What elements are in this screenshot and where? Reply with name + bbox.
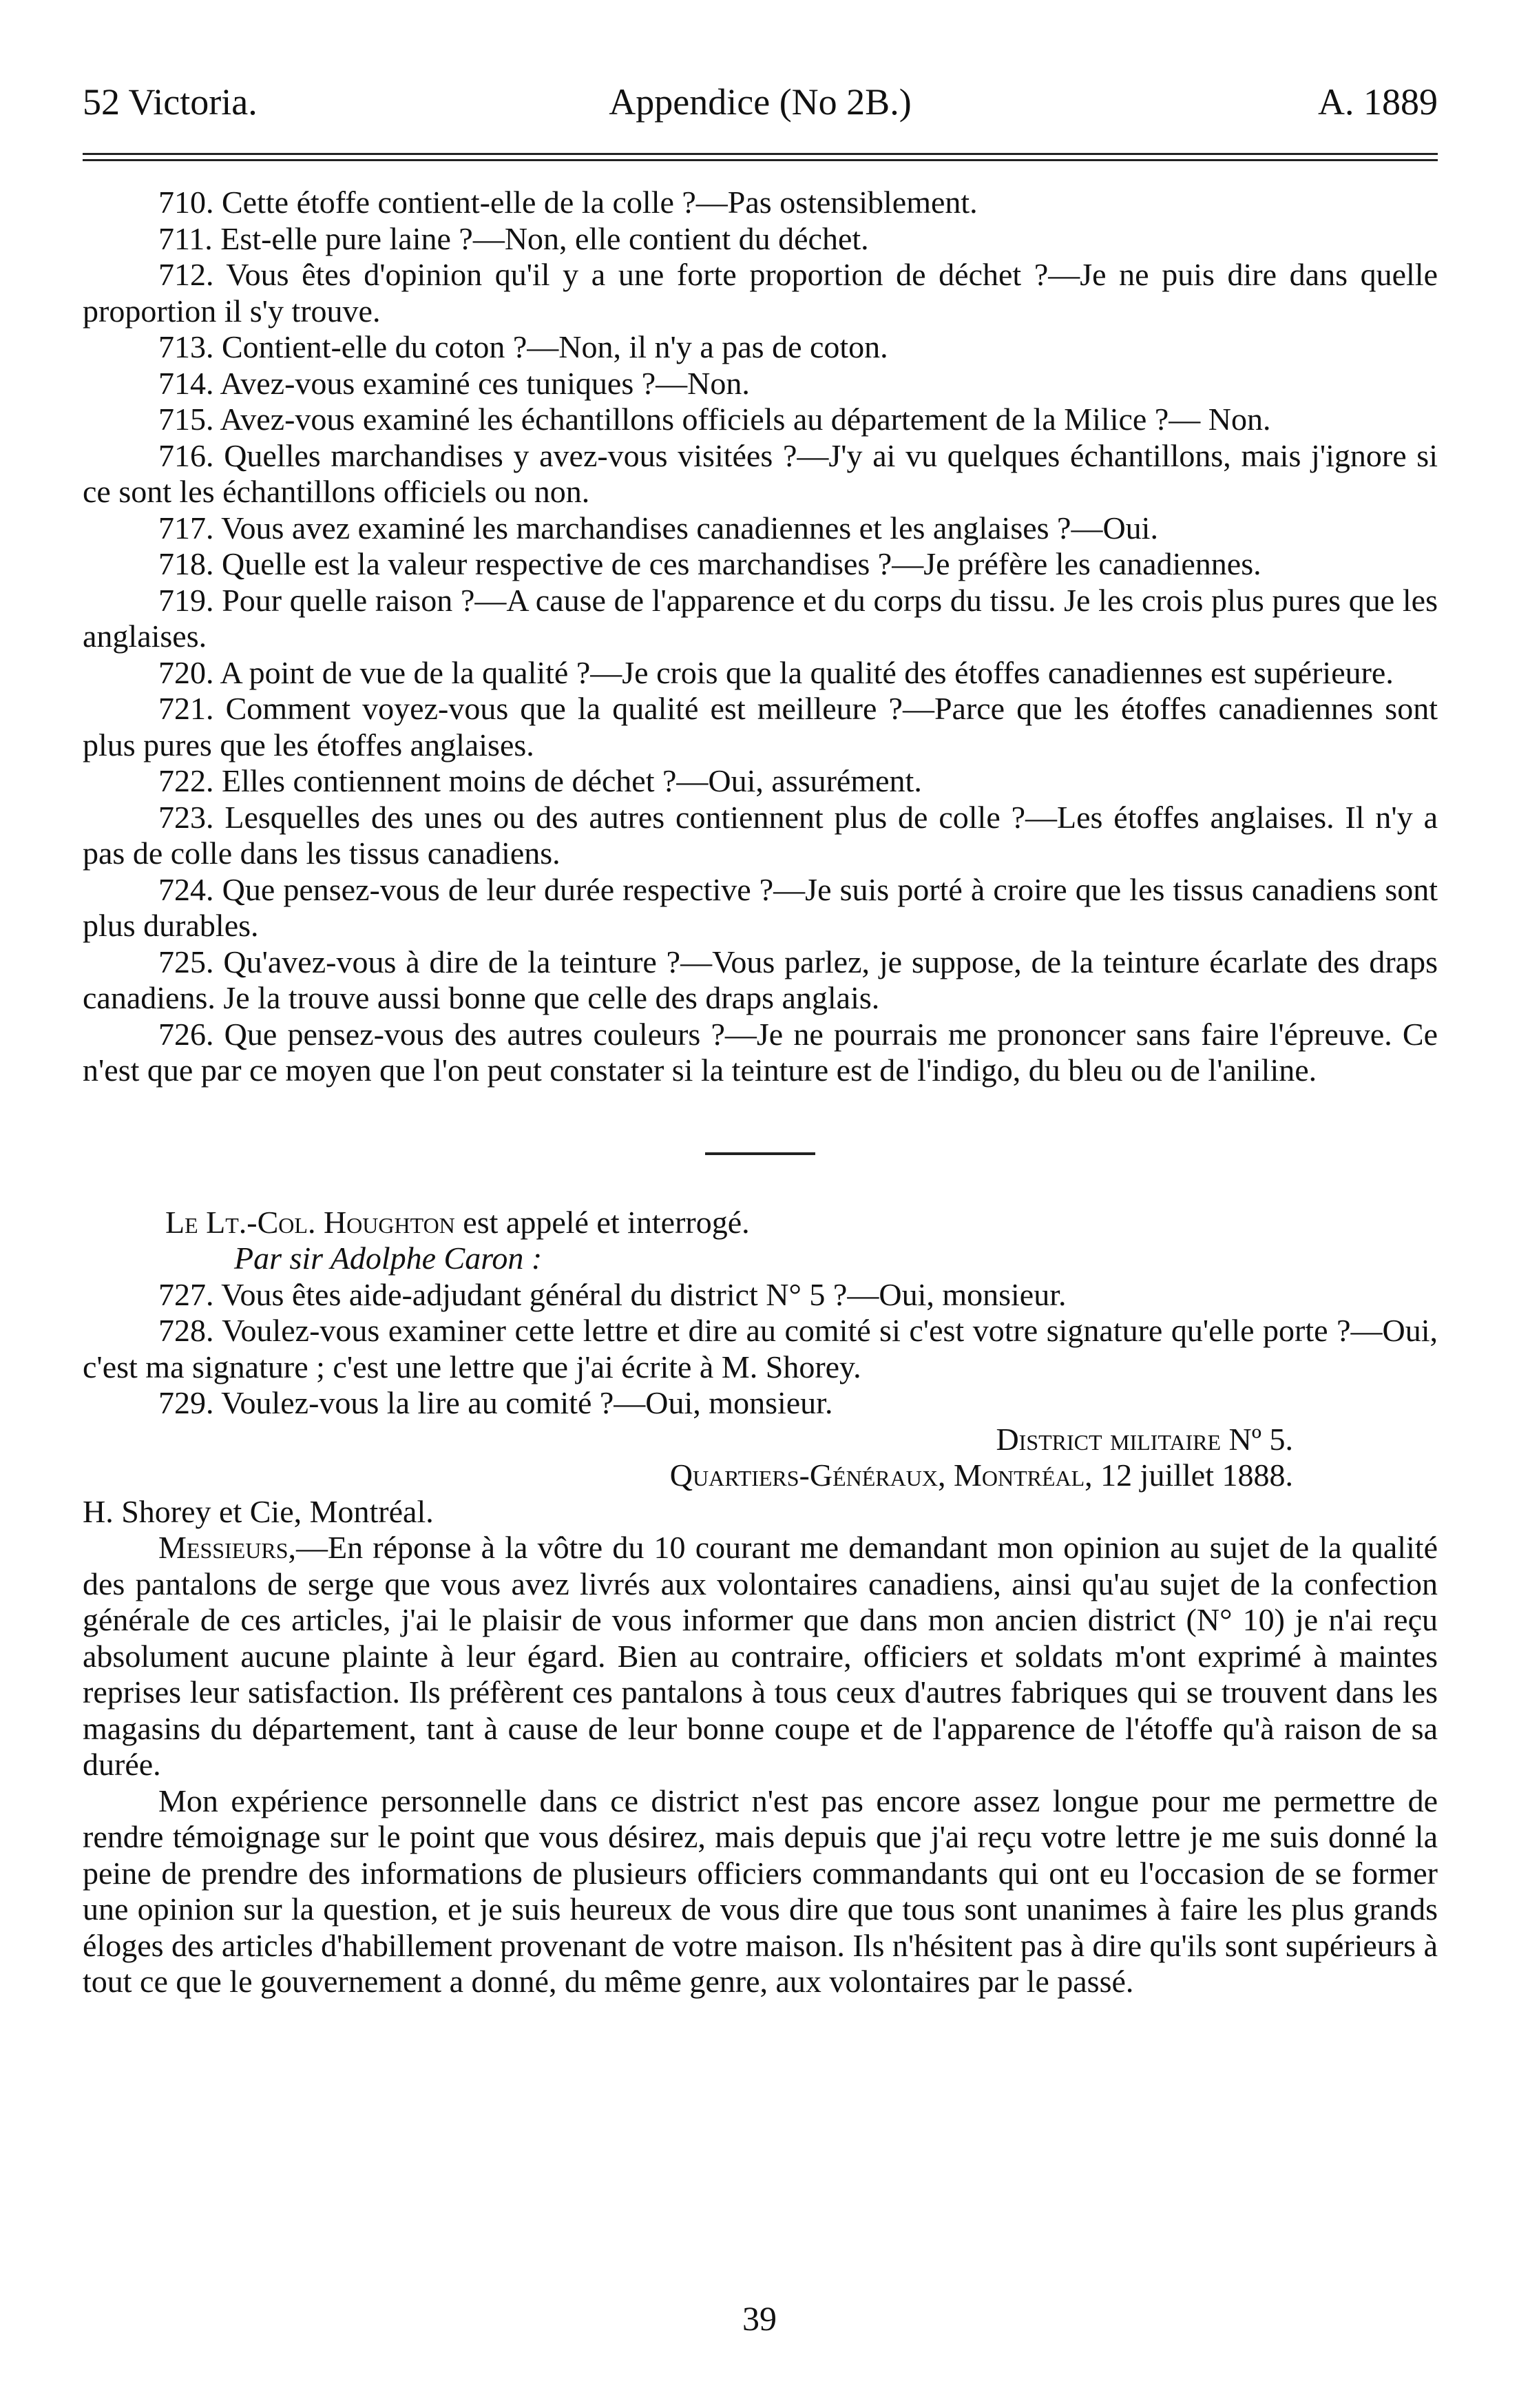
letter-paragraph-2: Mon expérience personnelle dans ce district n'est pas encore assez longue pour me permettre de rendre témoignage sur le point que vous désirez, mais depuis que j'ai reçu votre lettre je me suis donné la peine de prendre des informations de plusieurs officiers commandants qui ont eu l'occasion de se former une opinion sur la question, et je suis heureux de vous dire que tous sont unanimes à faire les plus grands éloges des articles d'habillement provenant de votre maison. Ils n'hésitent pas à dire qu'ils sont supérieurs à tout ce que le gouvernement a donné, du même genre, aux volontaires par le passé. [83, 1783, 1438, 1999]
running-header [83, 74, 1438, 129]
header-rule-top [83, 153, 1438, 155]
qa-720: 720. A point de vue de la qualité ?—Je crois que la qualité des étoffes canadiennes est supérieure. [158, 654, 1394, 690]
letter-headquarters [83, 1457, 1438, 1494]
letter-hq-label: Quartiers-Généraux, Montréal, [669, 1457, 1093, 1493]
qa-712: 712. Vous êtes d'opinion qu'il y a une forte proportion de déchet ?—Je ne puis dire dans quelle proportion il s'y trouve. [83, 257, 1438, 329]
header-center: Appendice (No 2B.) [609, 81, 912, 123]
page-number: 39 [742, 2299, 777, 2338]
letter-date: 12 juillet 1888. [1092, 1457, 1293, 1493]
examiner-byline: Par sir Adolphe Caron : [234, 1241, 543, 1276]
qa-729: 729. Voulez-vous la lire au comité ?—Oui, monsieur. [158, 1385, 833, 1420]
qa-710: 710. Cette étoffe contient-elle de la colle ?—Pas ostensiblement. [158, 185, 978, 220]
qa-721: 721. Comment voyez-vous que la qualité est meilleure ?—Parce que les étoffes canadiennes sont plus pures que les étoffes anglaises. [83, 691, 1438, 762]
header-right: A. 1889 [1318, 81, 1438, 123]
qa-719: 719. Pour quelle raison ?—A cause de l'apparence et du corps du tissu. Je les crois plus pures que les anglaises. [83, 582, 1438, 654]
letter-addressee: H. Shorey et Cie, Montréal. [83, 1493, 434, 1529]
letter-salutation: Messieurs, [158, 1530, 296, 1565]
qa-728: 728. Voulez-vous examiner cette lettre et dire au comité si c'est votre signature qu'elle porte ?—Oui, c'est ma signature ; c'est une lettre que j'ai écrite à M. Shorey. [83, 1313, 1438, 1384]
qa-727: 727. Vous êtes aide-adjudant général du district N° 5 ?—Oui, monsieur. [158, 1276, 1067, 1312]
qa-726: 726. Que pensez-vous des autres couleurs ?—Je ne pourrais me prononcer sans faire l'épreuve. Ce n'est que par ce moyen que l'on peut constater si la teinture est de l'indigo, du bleu ou de l'aniline. [83, 1016, 1438, 1088]
header-left: 52 Victoria. [83, 81, 258, 123]
witness-intro-rest: est appelé et interrogé. [454, 1204, 750, 1240]
qa-717: 717. Vous avez examiné les marchandises canadiennes et les anglaises ?—Oui. [158, 510, 1158, 546]
qa-718: 718. Quelle est la valeur respective de ces marchandises ?—Je préfère les canadiennes. [158, 546, 1261, 581]
qa-715: 715. Avez-vous examiné les échantillons officiels au département de la Milice ?— Non. [158, 402, 1271, 437]
qa-713: 713. Contient-elle du coton ?—Non, il n'y a pas de coton. [158, 329, 888, 364]
qa-724: 724. Que pensez-vous de leur durée respective ?—Je suis porté à croire que les tissus canadiens sont plus durables. [83, 871, 1438, 943]
body-text [83, 185, 1438, 2000]
qa-725: 725. Qu'avez-vous à dire de la teinture ?—Vous parlez, je suppose, de la teinture écarlate des draps canadiens. Je la trouve aussi bonne que celle des draps anglais. [83, 944, 1438, 1015]
section-separator [705, 1152, 815, 1155]
qa-711: 711. Est-elle pure laine ?—Non, elle contient du déchet. [158, 220, 869, 256]
witness-intro [83, 1205, 1438, 1241]
qa-714: 714. Avez-vous examiné ces tuniques ?—Non. [158, 365, 750, 401]
qa-723: 723. Lesquelles des unes ou des autres contiennent plus de colle ?—Les étoffes anglaises. Il n'y a pas de colle dans les tissus canadiens. [83, 799, 1438, 871]
letter-paragraph-1 [83, 1530, 1438, 1783]
letter-paragraph-1-text: —En réponse à la vôtre du 10 courant me demandant mon opinion au sujet de la qualité des pantalons de serge que vous avez livrés aux volontaires canadiens, ainsi qu'au sujet de la confection générale de ces articles, j'ai le plaisir de vous informer que dans mon ancien district (N° 10) je n'ai reçu absolument aucune plainte à leur égard. Bien au contraire, officiers et soldats m'ont exprimé à maintes reprises leur satisfaction. Ils préfèrent ces pantalons à tous ceux d'autres fabriques qui se trouvent dans les magasins du département, tant à cause de leur bonne coupe et de l'apparence de l'étoffe qu'à raison de sa durée. [83, 1530, 1438, 1782]
qa-722: 722. Elles contiennent moins de déchet ?—Oui, assurément. [158, 763, 922, 798]
letter-district: District militaire Nº 5. [996, 1421, 1293, 1457]
witness-name: Le Lt.-Col. Houghton [165, 1204, 455, 1240]
header-rule-bottom [83, 159, 1438, 161]
qa-716: 716. Quelles marchandises y avez-vous visitées ?—J'y ai vu quelques échantillons, mais j'ignore si ce sont les échantillons officiels ou non. [83, 437, 1438, 509]
